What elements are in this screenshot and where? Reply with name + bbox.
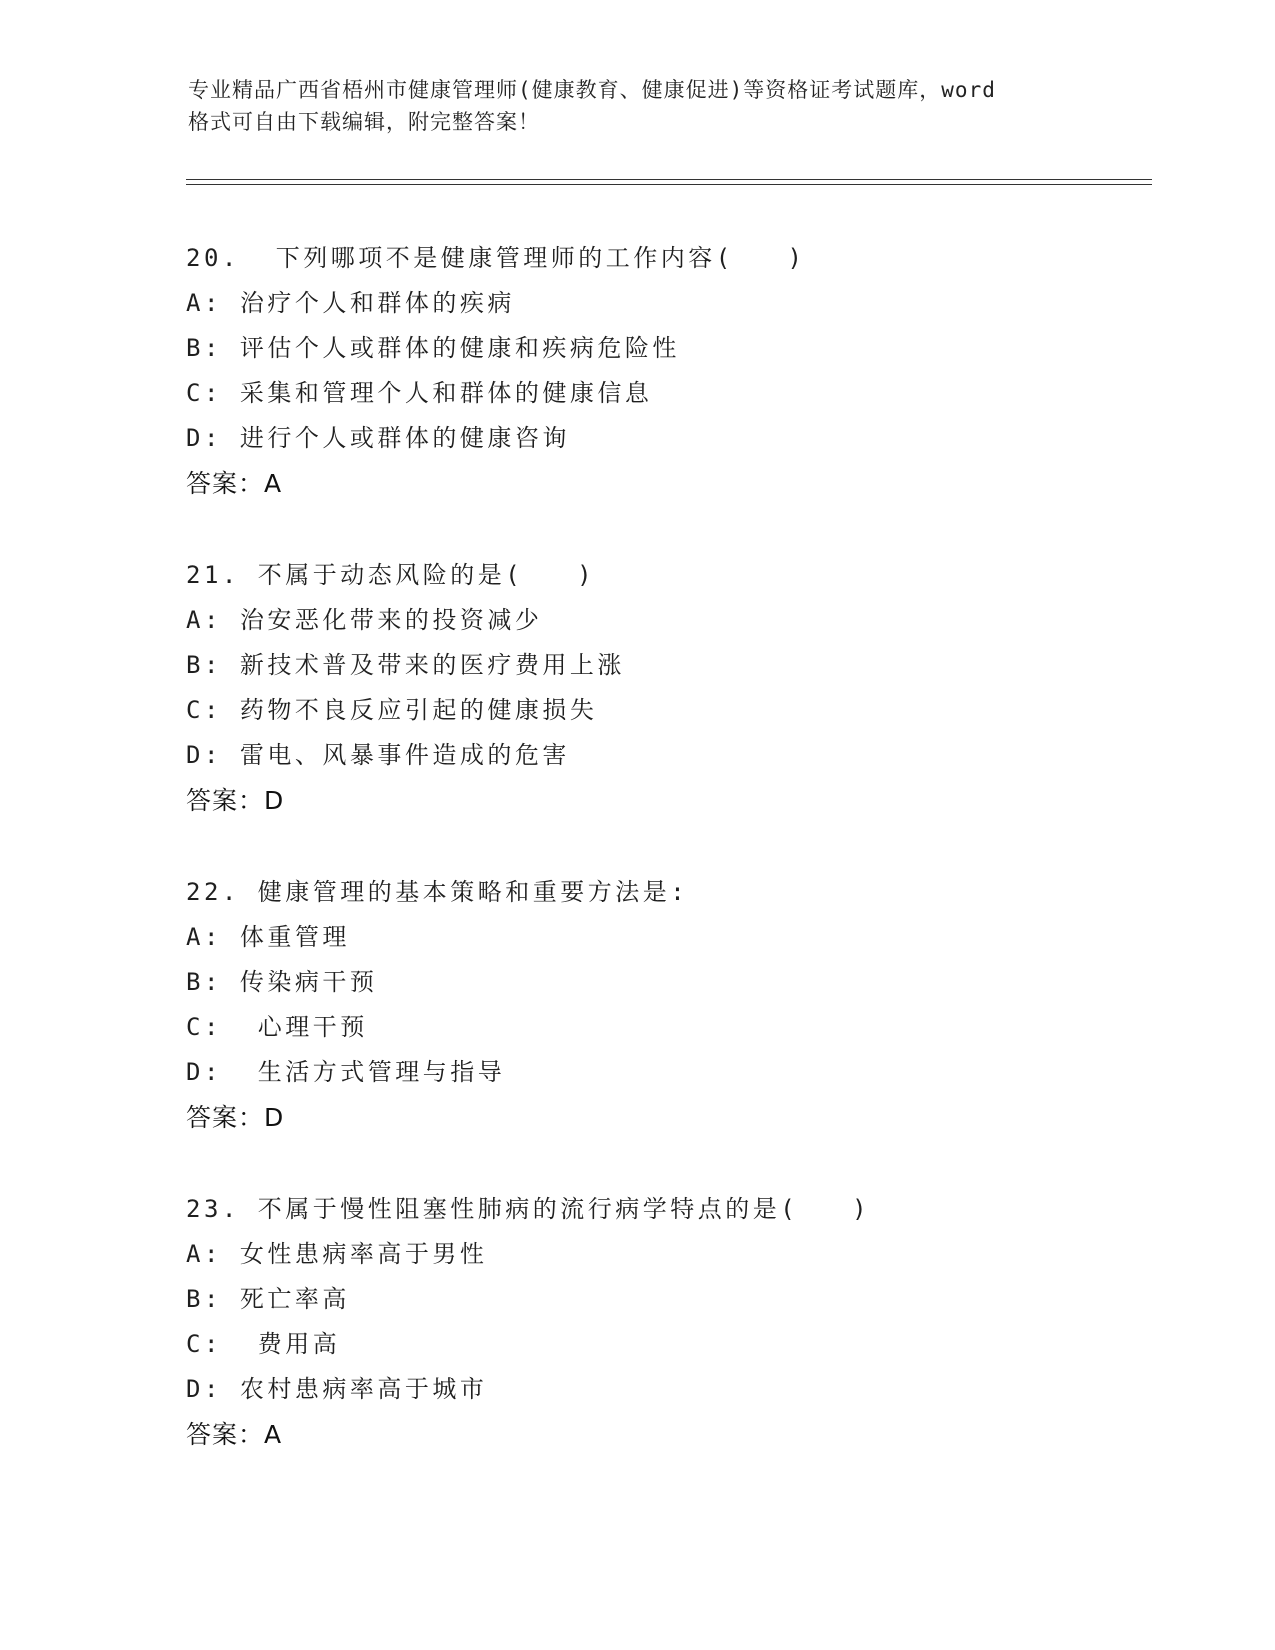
option-a: A: 女性患病率高于男性: [186, 1240, 488, 1268]
answer-label: 答案：D: [186, 786, 285, 815]
question-stem: 22. 健康管理的基本策略和重要方法是:: [186, 878, 689, 906]
question-21: [186, 553, 1146, 823]
option-b: B: 评估个人或群体的健康和疾病危险性: [186, 334, 680, 362]
question-22: [186, 870, 1146, 1140]
option-a: A: 治疗个人和群体的疾病: [186, 289, 515, 317]
option-c: C: 药物不良反应引起的健康损失: [186, 696, 598, 724]
header-line-2: 格式可自由下载编辑，附完整答案！: [188, 110, 540, 134]
question-stem: 20. 下列哪项不是健康管理师的工作内容( ): [186, 244, 806, 272]
option-a: A: 体重管理: [186, 923, 350, 951]
option-c: C: 费用高: [186, 1330, 341, 1358]
option-c: C: 心理干预: [186, 1013, 368, 1041]
document-header: [188, 74, 1088, 138]
question-list: [186, 236, 1146, 1504]
answer-label: 答案：A: [186, 1420, 283, 1449]
option-b: B: 死亡率高: [186, 1285, 350, 1313]
option-d: D: 农村患病率高于城市: [186, 1375, 488, 1403]
option-c: C: 采集和管理个人和群体的健康信息: [186, 379, 653, 407]
answer-label: 答案：A: [186, 469, 283, 498]
option-d: D: 进行个人或群体的健康咨询: [186, 424, 570, 452]
option-d: D: 生活方式管理与指导: [186, 1058, 506, 1086]
option-d: D: 雷电、风暴事件造成的危害: [186, 741, 570, 769]
question-20: [186, 236, 1146, 506]
option-b: B: 新技术普及带来的医疗费用上涨: [186, 651, 625, 679]
header-line-1: 专业精品广西省梧州市健康管理师(健康教育、健康促进)等资格证考试题库，word: [188, 78, 996, 102]
option-b: B: 传染病干预: [186, 968, 378, 996]
header-divider-bottom: [186, 184, 1152, 185]
question-stem: 21. 不属于动态风险的是( ): [186, 561, 596, 589]
question-23: [186, 1187, 1146, 1457]
question-stem: 23. 不属于慢性阻塞性肺病的流行病学特点的是( ): [186, 1195, 871, 1223]
answer-label: 答案：D: [186, 1103, 285, 1132]
header-divider-top: [186, 179, 1152, 180]
option-a: A: 治安恶化带来的投资减少: [186, 606, 543, 634]
